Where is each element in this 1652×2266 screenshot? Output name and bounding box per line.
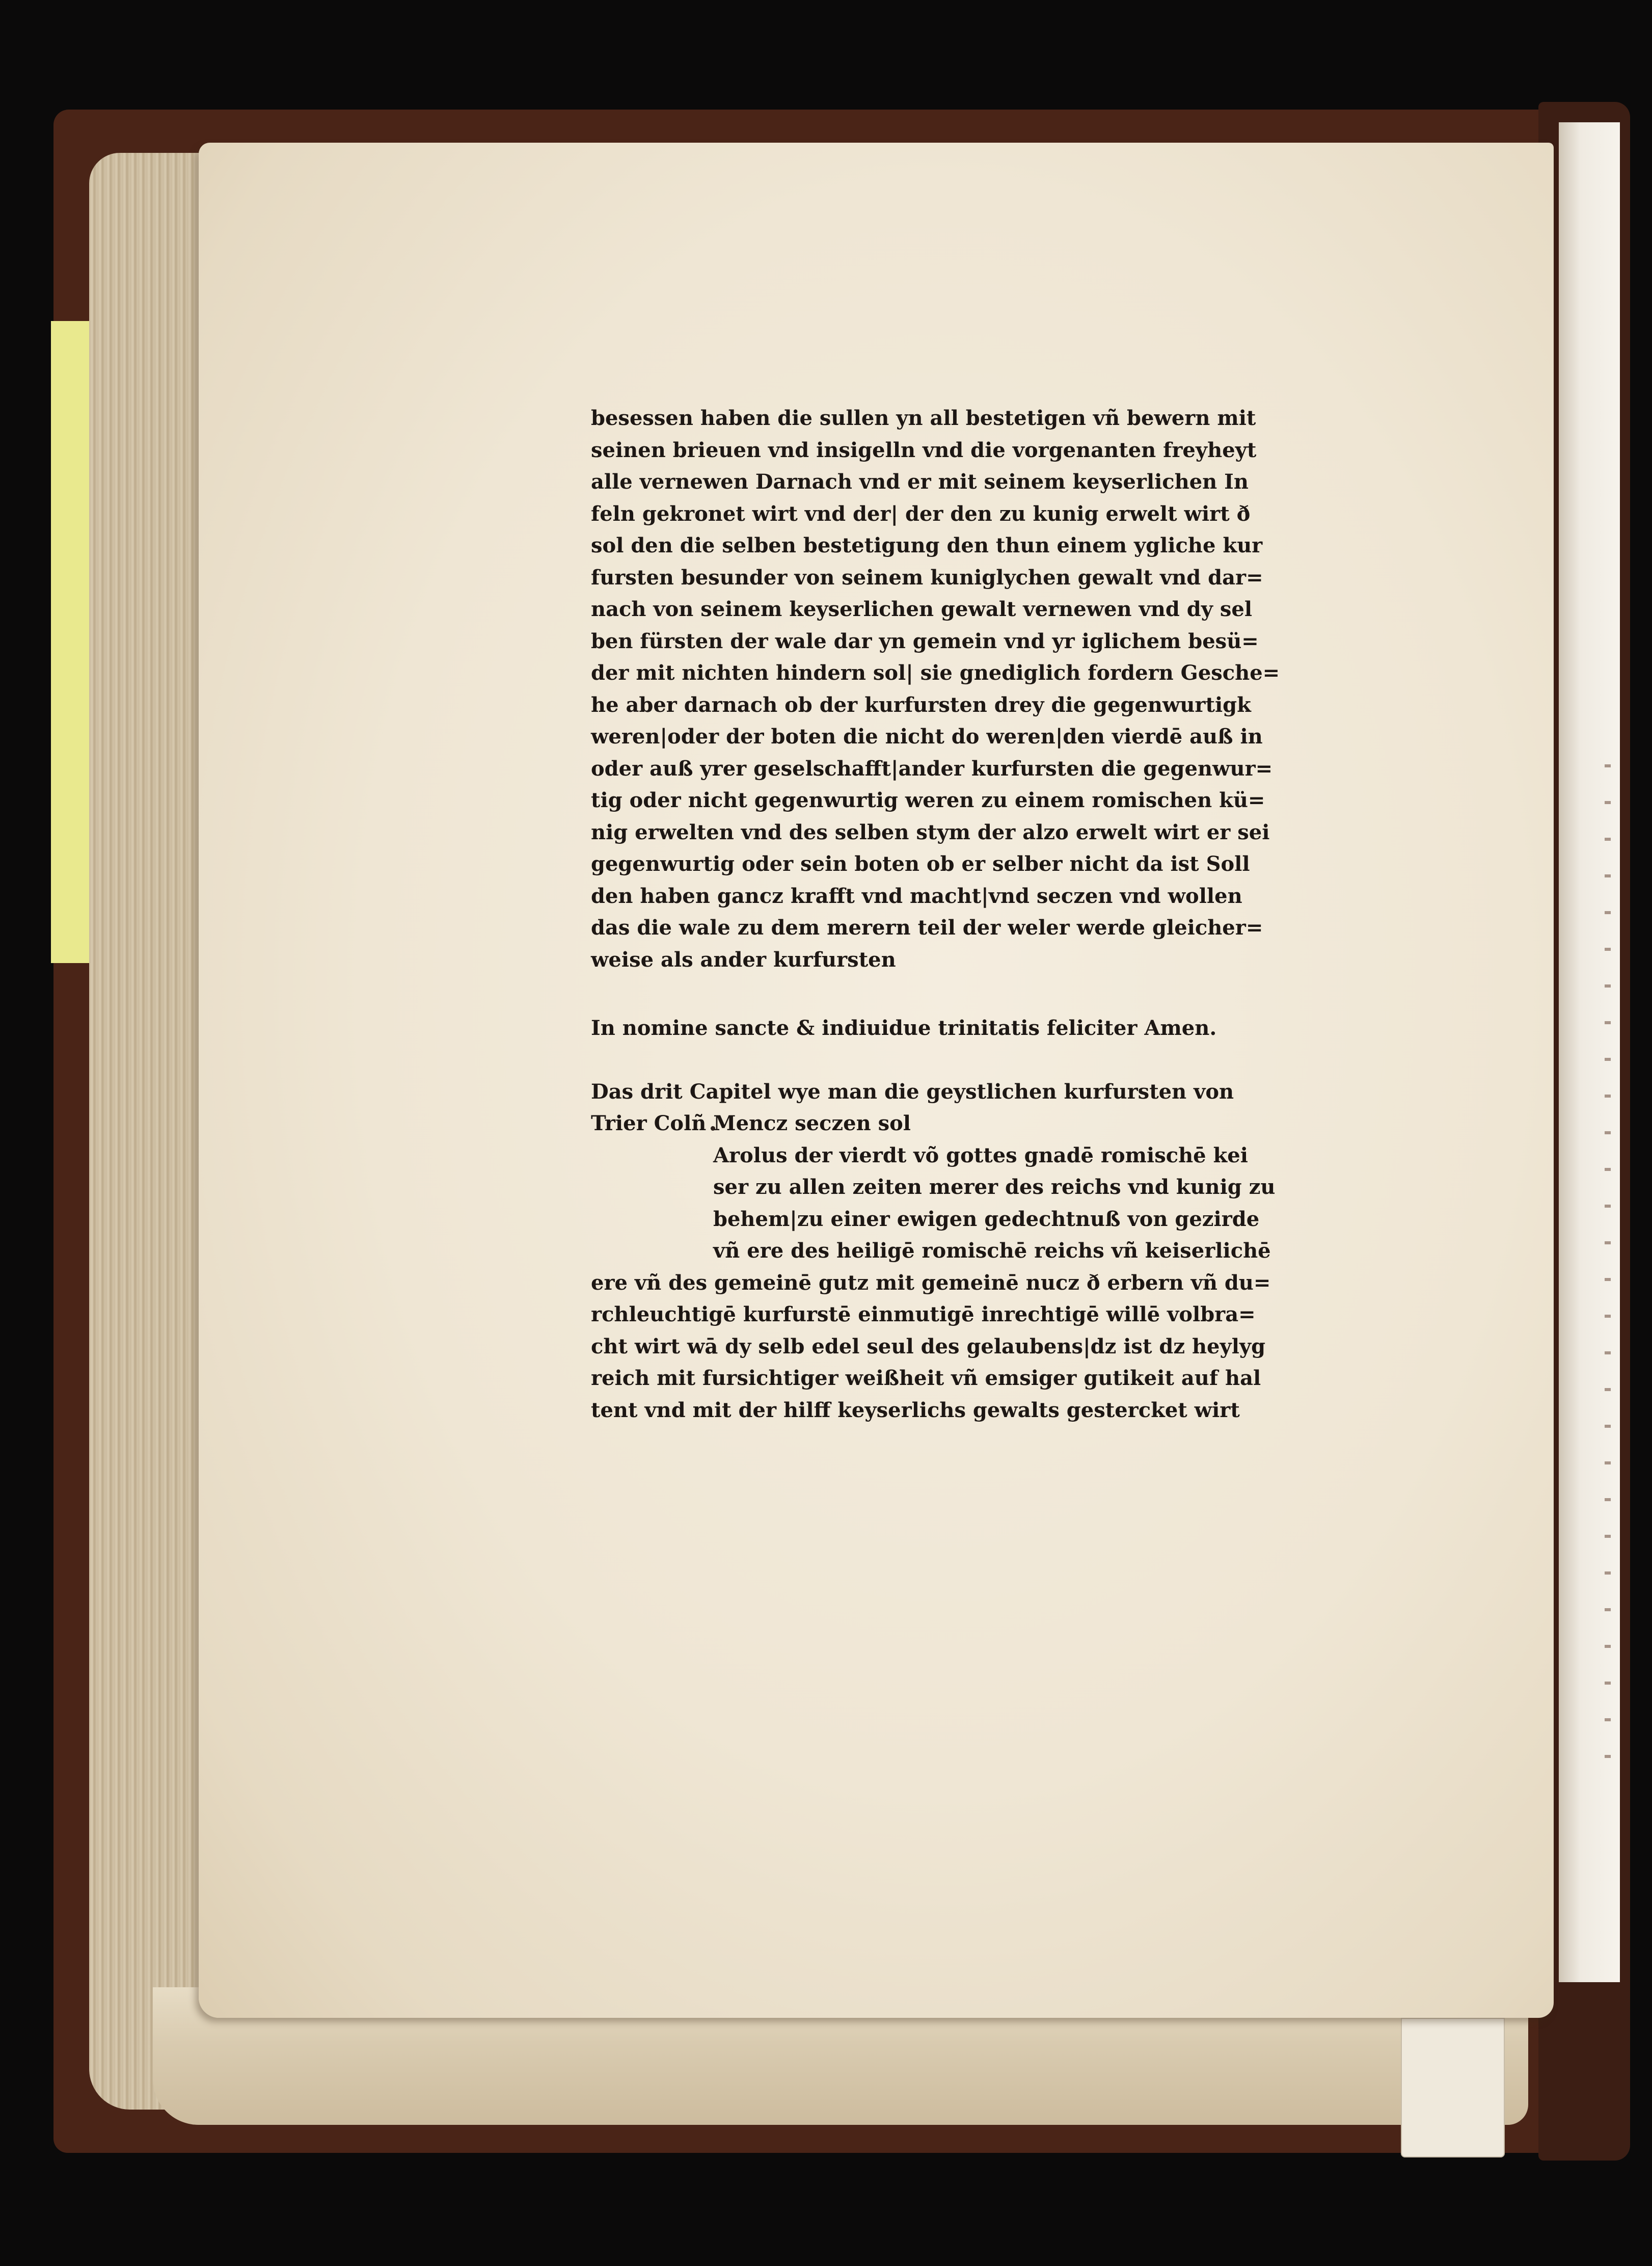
text-line: weren|oder der boten die nicht do weren|den vierdē auß in [591,725,1263,749]
text-line: tig oder nicht gegenwurtig weren zu einem romischen kü= [591,788,1265,812]
text-line: oder auß yrer geselschafft|ander kurfursten die gegenwur= [591,756,1273,781]
text-line: he aber darnach ob der kurfursten drey die gegenwurtigk [591,692,1251,717]
text-line: alle vernewen Darnach vnd er mit seinem keyserlichen In [591,470,1249,494]
text-line: ser zu allen zeiten merer des reichs vnd kunig zu [713,1175,1276,1199]
invocation-line: In nomine sancte & indiuidue trinitatis feliciter Amen. [591,1016,1217,1040]
text-line: rchleuchtigē kurfurstē einmutigē inrechtigē willē volbra= [591,1302,1256,1326]
text-line: Arolus der vierdt võ gottes gnadē romischē kei [713,1143,1248,1167]
text-line: sol den die selben bestetigung den thun einem ygliche kur [591,534,1263,557]
text-line: behem|zu einer ewigen gedechtnuß von gezirde [713,1207,1260,1231]
text-line: vñ ere des heiligē romischē reichs vñ keiserlichē [713,1239,1271,1263]
text-line: fursten besunder von seinem kuniglychen gewalt vnd dar= [591,565,1263,590]
text-line: gegenwurtig oder sein boten ob er selber nicht da ist Soll [591,852,1250,876]
text-line: nach von seinem keyserlichen gewalt vernewen vnd dy sel [591,597,1253,621]
text-line: nig erwelten vnd des selben stym der alzo erwelt wirt er sei [591,820,1270,844]
text-line: der mit nichten hindern sol| sie gnediglich fordern Gesche= [591,661,1280,685]
facing-page-marks [1605,764,1611,1783]
text-line: cht wirt wā dy selb edel seul des gelaubens|dz ist dz heylyg [591,1334,1266,1358]
text-line: besessen haben die sullen yn all bestetigen vñ bewern mit [591,406,1256,430]
printed-text-block [591,403,1365,1426]
text-line: weise als ander kurfursten [591,947,896,972]
text-line: seinen brieuen vnd insigelln vnd die vorgenanten freyheyt [591,438,1257,462]
chapter-heading [591,1076,1365,1140]
text-line: reich mit fursichtiger weißheit vñ emsiger gutikeit auf hal [591,1366,1261,1390]
paragraph-2-indented [591,1140,1365,1267]
text-line: ere vñ des gemeinē gutz mit gemeinē nucz ð erbern vñ du= [591,1270,1271,1295]
facing-page-edge [1559,122,1620,1982]
text-line: das die wale zu dem merern teil der weler werde gleicher= [591,916,1263,940]
text-line: tent vnd mit der hilff keyserlichs gewalts gestercket wirt [591,1398,1240,1422]
paragraph-1 [591,403,1365,976]
text-line: den haben gancz krafft vnd macht|vnd seczen vnd wollen [591,884,1242,908]
heading-line: Trier Colñ Mencz seczen sol [591,1111,911,1135]
heading-line: Das drit Capitel wye man die geystlichen kurfursten von [591,1079,1234,1104]
text-line: ben fürsten der wale dar yn gemein vnd yr iglichem besü= [591,629,1259,653]
text-line: feln gekronet wirt vnd der| der den zu kunig erwelt wirt ð [591,501,1251,526]
paper-tab [1401,2018,1505,2157]
paragraph-2-full [591,1267,1365,1427]
